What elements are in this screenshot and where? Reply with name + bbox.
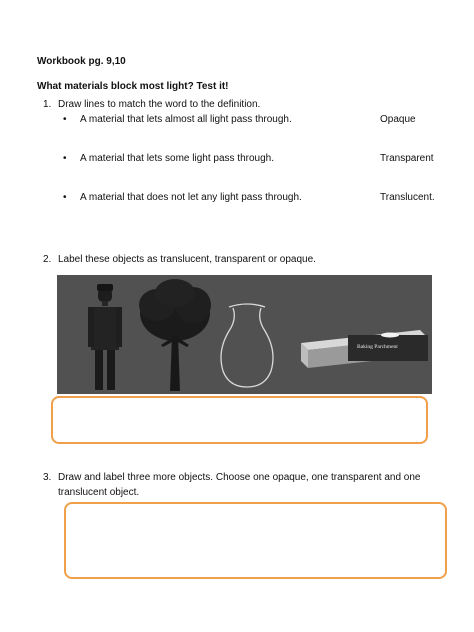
bullet-icon: • xyxy=(63,114,67,125)
workbook-title: Workbook pg. 9,10 xyxy=(37,56,126,67)
section-heading: What materials block most light? Test it! xyxy=(37,81,229,92)
q2-answer-box[interactable] xyxy=(51,396,428,444)
q2-prompt: Label these objects as translucent, transparent or opaque. xyxy=(58,254,316,265)
baking-parchment-label: Baking Parchment xyxy=(357,344,398,350)
q1-word-2: Transparent xyxy=(380,153,434,164)
q3-answer-box[interactable] xyxy=(64,502,447,579)
q1-definition-1: A material that lets almost all light pass through. xyxy=(80,114,292,125)
q3-prompt-line-2: translucent object. xyxy=(58,487,140,498)
q1-word-3: Translucent. xyxy=(380,192,435,203)
q1-definition-2: A material that lets some light pass through. xyxy=(80,153,274,164)
q2-number: 2. xyxy=(43,254,52,265)
bullet-icon: • xyxy=(63,192,67,203)
q1-number: 1. xyxy=(43,99,52,110)
q1-word-1: Opaque xyxy=(380,114,416,125)
q1-definition-3: A material that does not let any light pass through. xyxy=(80,192,302,203)
objects-photo xyxy=(57,275,432,394)
q3-number: 3. xyxy=(43,472,52,483)
q1-prompt: Draw lines to match the word to the definition. xyxy=(58,99,261,110)
bullet-icon: • xyxy=(63,153,67,164)
q3-prompt-line-1: Draw and label three more objects. Choose one opaque, one transparent and one xyxy=(58,472,421,483)
